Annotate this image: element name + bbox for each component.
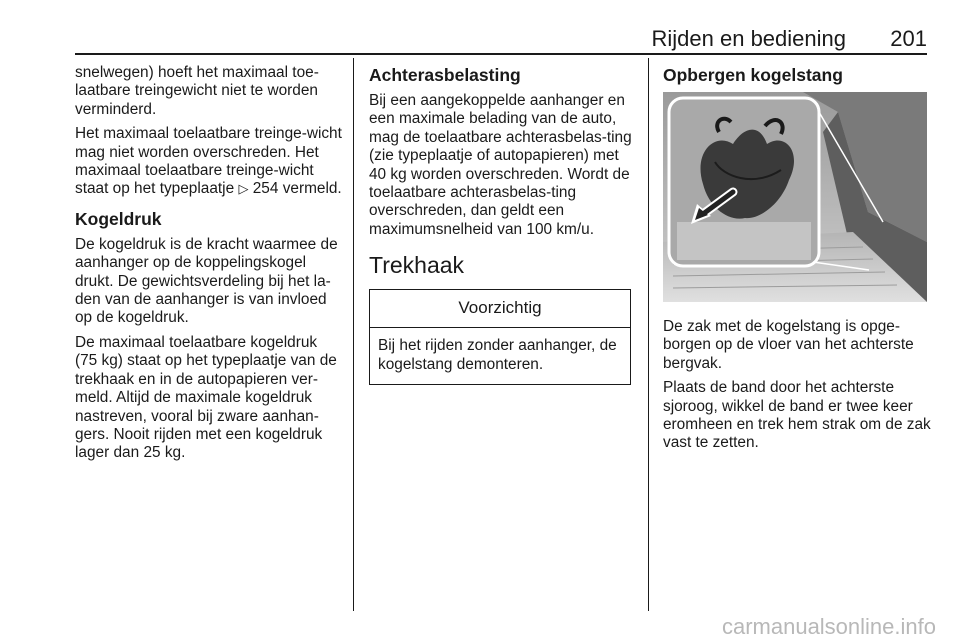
section-heading-kogeldruk: Kogeldruk [75,208,162,229]
paragraph: De kogeldruk is de kracht waarmee de aanhanger op de koppelingskogel drukt. De gewichtsverdeling bij het la-den van de aanhanger is van invloed op de kogeldruk. [75,235,338,327]
paragraph: De zak met de kogelstang is opge-borgen op de vloer van het achterste bergvak. [663,318,914,372]
section-heading-opbergen-kogelstang: Opbergen kogelstang [663,65,843,85]
column-middle [369,64,633,385]
reference-arrow-icon: ▷ [238,182,249,198]
paragraph: Bij een aangekoppelde aanhanger en een maximale belading van de auto, mag de toelaatbare achterasbelas-ting (zie typeplaatje of autopapieren) met 40 kg worden overschreden. Wordt de toelaatbare achterasbelas-ting overschreden, dan geldt een maximumsnelheid van 100 km/u. [369,92,632,238]
paragraph-text: Het maximaal toelaatbare treinge-wicht mag niet worden overschreden. Het maximaal toelaatbare treinge-wicht staat op het typeplaatje [75,125,342,198]
column-divider [648,58,649,611]
paragraph: De maximaal toelaatbare kogeldruk (75 kg) staat op het typeplaatje van de trekhaak en in de autopapieren ver-meld. Altijd de maximale kogeldruk nastreven, vooral bij zware aanhan-gers. Nooit rijden met een kogeldruk lager dan 25 kg. [75,333,337,462]
column-divider [353,58,354,611]
header-rule [75,53,927,55]
trunk-storage-bag-photo [663,92,927,302]
page-reference[interactable]: 254 [252,180,279,198]
watermark-text: carmanualsonline.info [721,614,936,639]
page-number: 201 [890,26,927,51]
paragraph [75,125,343,200]
column-left [75,64,343,469]
column-right [663,64,931,459]
paragraph: Plaats de band door het achterste sjoroog, wikkel de band er twee keer eromheen en trek hem strak om de zak vast te zetten. [663,379,931,452]
running-header-title: Rijden en bediening [651,26,846,51]
caution-text: Bij het rijden zonder aanhanger, de kogelstang demonteren. [378,337,617,373]
paragraph-text: vermeld. [282,180,342,198]
chapter-heading-trekhaak: Trekhaak [369,252,465,279]
paragraph: snelwegen) hoeft het maximaal toe-laatbare treingewicht niet te worden verminderd. [75,64,319,118]
caution-title: Voorzichtig [370,290,630,328]
caution-box [369,289,631,385]
section-heading-achterasbelasting: Achterasbelasting [369,65,521,85]
